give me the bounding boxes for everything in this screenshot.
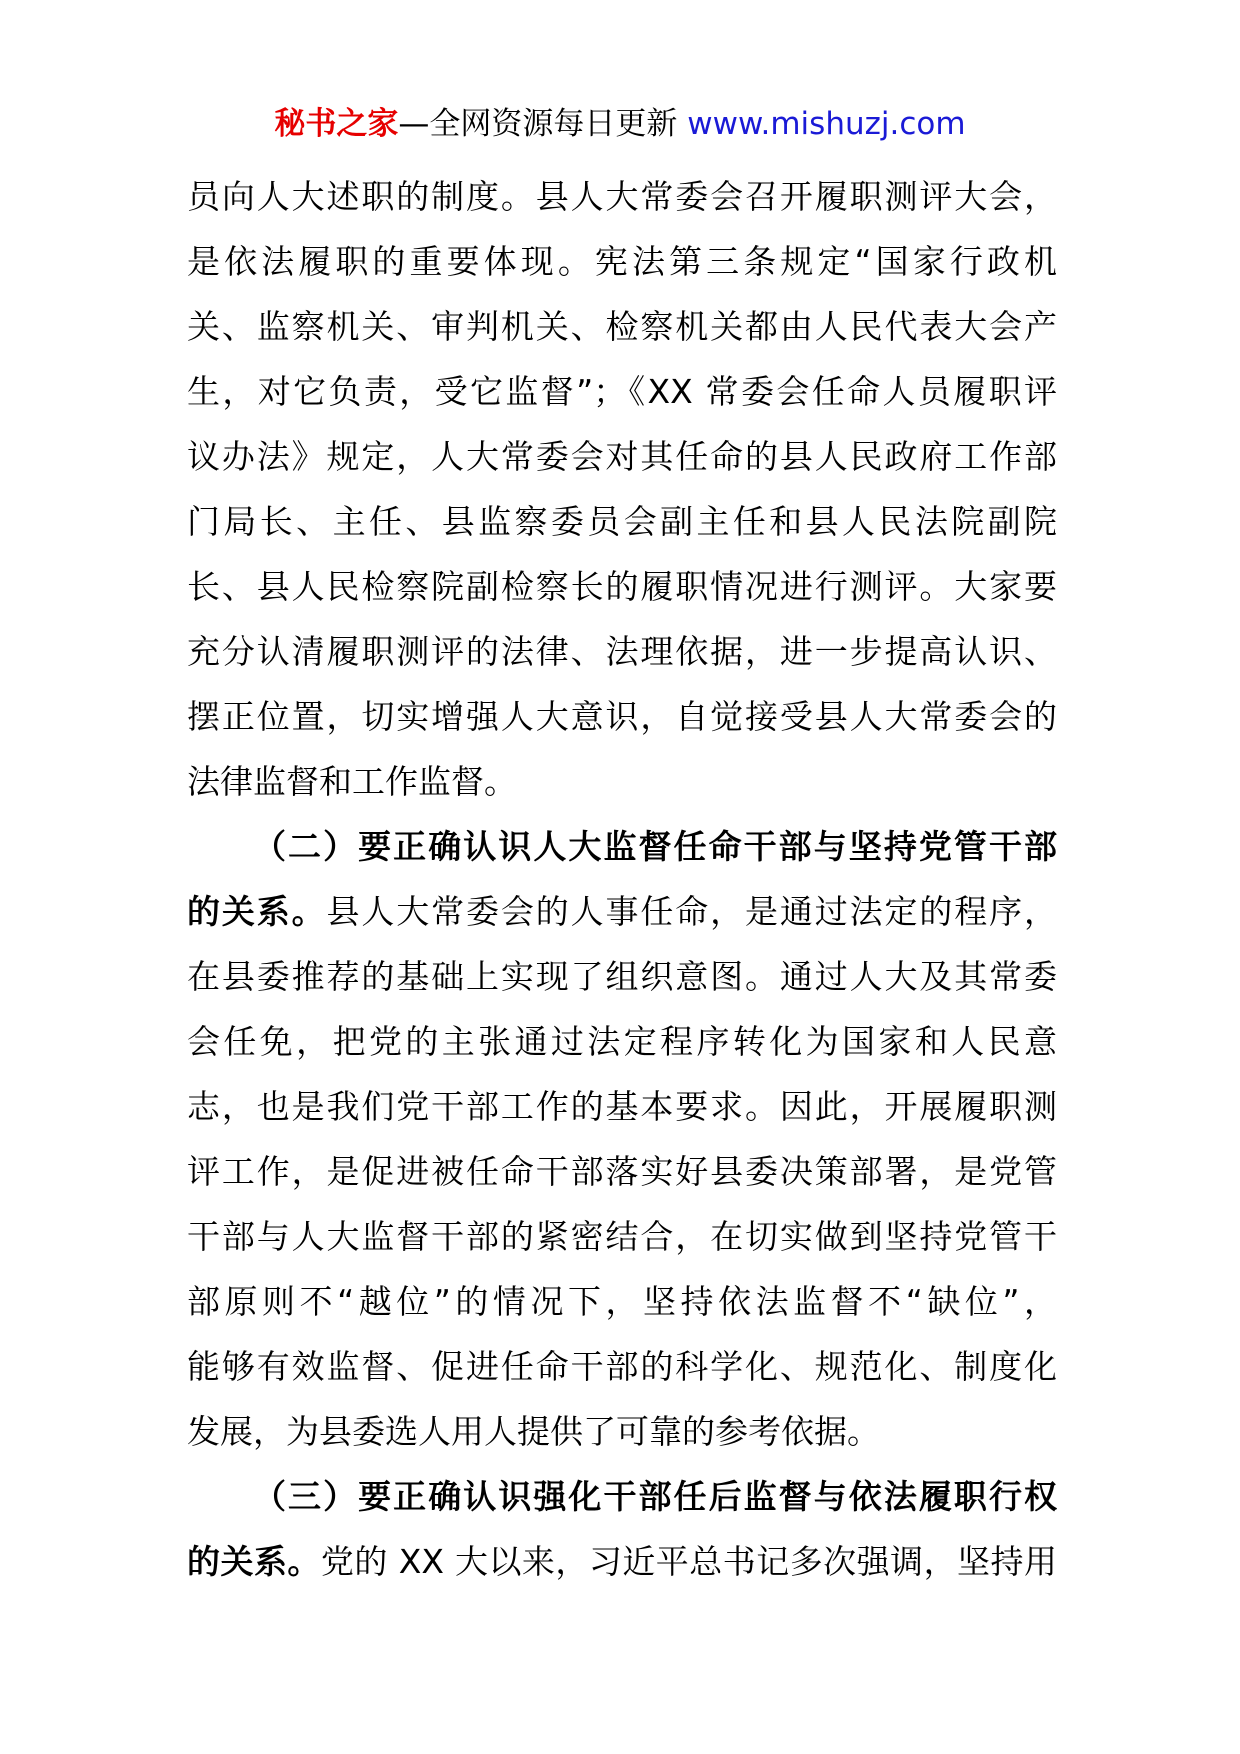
text-line: 生，对它负责，受它监督”；《XX 常委会任命人员履职评	[187, 372, 1057, 411]
site-url-link[interactable]: www.mishuzj.com	[687, 106, 966, 142]
text-line: 志，也是我们党干部工作的基本要求。因此，开展履职测	[187, 1087, 1057, 1126]
text-line: 能够有效监督、促进任命干部的科学化、规范化、制度化	[187, 1347, 1057, 1386]
text-line: 部原则不“越位”的情况下，坚持依法监督不“缺位”，	[187, 1282, 1057, 1321]
text-line: 在县委推荐的基础上实现了组织意图。通过人大及其常委	[187, 957, 1057, 996]
brand-name: 秘书之家	[274, 106, 399, 142]
document-body	[187, 164, 1057, 1594]
text-line: 的关系。党的 XX 大以来，习近平总书记多次强调，坚持用	[187, 1542, 1057, 1581]
section-heading: （三）要正确认识强化干部任后监督与依法履职行权	[253, 1477, 1057, 1516]
text-line: 长、县人民检察院副检察长的履职情况进行测评。大家要	[187, 567, 1057, 606]
text-line: 干部与人大监督干部的紧密结合，在切实做到坚持党管干	[187, 1217, 1057, 1256]
text-line: 关、监察机关、审判机关、检察机关都由人民代表大会产	[187, 307, 1057, 346]
text-line: 评工作，是促进被任命干部落实好县委决策部署，是党管	[187, 1152, 1057, 1191]
header-tagline: —全网资源每日更新	[398, 106, 678, 142]
text-line: 员向人大述职的制度。县人大常委会召开履职测评大会，	[187, 177, 1057, 216]
text-line: 摆正位置，切实增强人大意识，自觉接受县人大常委会的	[187, 697, 1057, 736]
text-line: 发展，为县委选人用人提供了可靠的参考依据。	[187, 1412, 880, 1451]
text-line: 法律监督和工作监督。	[187, 762, 517, 801]
text-line: 门局长、主任、县监察委员会副主任和县人民法院副院	[187, 502, 1057, 541]
text-line: 会任免，把党的主张通过法定程序转化为国家和人民意	[187, 1022, 1057, 1061]
text-line: 的关系。县人大常委会的人事任命，是通过法定的程序，	[187, 892, 1057, 931]
text-line: 议办法》规定，人大常委会对其任命的县人民政府工作部	[187, 437, 1057, 476]
section-heading: （二）要正确认识人大监督任命干部与坚持党管干部	[253, 827, 1057, 866]
text-line: 充分认清履职测评的法律、法理依据，进一步提高认识、	[187, 632, 1057, 671]
text-line: 是依法履职的重要体现。宪法第三条规定“国家行政机	[187, 242, 1057, 281]
site-header	[0, 102, 1240, 146]
